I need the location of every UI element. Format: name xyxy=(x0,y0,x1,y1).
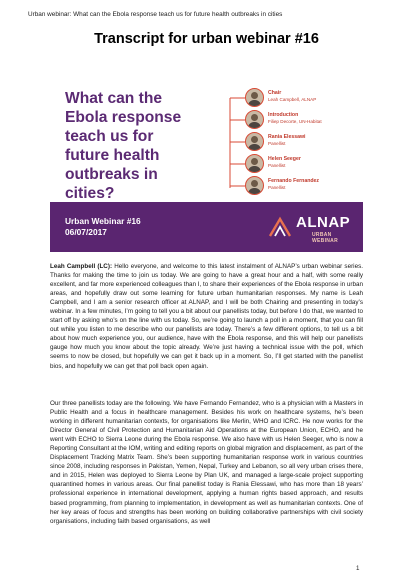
speaker-avatar xyxy=(245,132,264,151)
running-head: Urban webinar: What can the Ebola response teach us for future health outbreaks in cities xyxy=(28,11,283,18)
alnap-logo xyxy=(266,212,356,246)
transcript-paragraph xyxy=(50,399,363,526)
paragraph-text: Hello everyone, and welcome to this latest instalment of ALNAP’s urban webinar series. Thanks for making the time to join us today. We are going to have a great hour and a half, with some really excellent, and far more experienced colleagues than I, to share their experiences of the Ebola response in urban areas, and hopefully draw out some learning for future urban humanitarian responses. My name is Leah Campbell, and I am a senior research officer at ALNAP, and I will be both Chairing and presenting in today’s webinar. In a few minutes, I’m going to tell you a bit about our panellists today, but before I do that, we wanted to start off by asking who’s on the line with us today. So, we’re going to launch a poll in a moment, that you can fill out while you listen to me describe who our panellists are today. There’s a few different options, to tell us a bit about how much experience you, our audience, have with the Ebola response, and this will help our panellists gauge how much you know about the topic already. We’re just having a technical issue with the poll, which seems to now be closed, but hopefully we can get it back up in a moment. So, I’ll get started with the panellist bios, and hopefully we can get that poll back open again. xyxy=(50,263,363,370)
banner-question-line: teach us for xyxy=(65,128,154,145)
webinar-number: Urban Webinar #16 xyxy=(65,216,141,226)
speaker-panellist-fernandez xyxy=(245,176,355,198)
speaker-name: Filiep Decorte, UN-Habitat xyxy=(268,119,322,124)
banner-meta xyxy=(65,216,141,238)
banner-question-line: future health xyxy=(65,147,160,164)
speaker-role: Introduction xyxy=(268,112,299,118)
speaker-name: Panellist xyxy=(268,141,286,146)
speaker-name: Leah Campbell, ALNAP xyxy=(268,97,317,102)
speaker-avatar xyxy=(245,88,264,107)
paragraph-text: Our three panellists today are the following. We have Fernando Fernandez, who is a physician with a Masters in Public Health and a focus in healthcare management. Besides his work on healthcare systems, he’s been working in different humanitarian contexts, for organisations like Merlin, WHO and ICRC. He now works for the Director General of Civil Protection and Humanitarian Aid Operations at the European Union, ECHO, and he went with ECHO to Sierra Leone during the Ebola response. We also have with us Helen Seeger, who is now a Reporting Consultant at the IOM, writing and editing reports on global migration and displacement, as part of the Displacement Tracking Matrix Team. She’s been supporting humanitarian response work in various countries since 2008, including responses in Pakistan, Yemen, Nepal, Turkey and Lebanon, so all very urban crises there, and in 2015, Helen was deployed to Sierra Leone by Plan UK, and managed a large-scale project supporting quarantined homes in various areas. Our final panellist today is Rania Elessawi, who has more than 18 years’ professional experience in international development, applying a human rights based approach, and results based programming, from planning to implementation, in development as well as humanitarian contexts. One of her key areas of focus and strengths has been working on building collaborative partnerships with civil society organisations, including faith based organisations, as well xyxy=(50,400,363,525)
speaker-role: Rania Elessawi xyxy=(268,134,306,140)
speaker-role: Helen Seeger xyxy=(268,156,301,162)
speaker-name: Panellist xyxy=(268,185,286,190)
page-title: Transcript for urban webinar #16 xyxy=(94,31,319,47)
speaker-role: Chair xyxy=(268,90,282,96)
speaker-label: Leah Campbell (LC): xyxy=(50,263,113,270)
speaker-avatar xyxy=(245,154,264,173)
logo-word: ALNAP xyxy=(296,214,351,231)
banner-question xyxy=(65,89,240,203)
banner-question-line: cities? xyxy=(65,185,115,202)
banner-question-line: What can the xyxy=(65,90,163,107)
alnap-logo-icon xyxy=(268,216,292,238)
speaker-avatar xyxy=(245,176,264,195)
speaker-role: Fernando Fernandez xyxy=(268,178,320,184)
speaker-introduction xyxy=(245,110,355,132)
webinar-date: 06/07/2017 xyxy=(65,227,107,237)
banner-question-line: outbreaks in xyxy=(65,166,158,183)
speaker-name: Panellist xyxy=(268,163,286,168)
speaker-chair xyxy=(245,88,355,110)
page-number: 1 xyxy=(356,565,360,572)
speaker-panellist-seeger xyxy=(245,154,355,176)
webinar-banner xyxy=(50,74,363,252)
banner-footer xyxy=(50,202,363,252)
speaker-panellist-elessawi xyxy=(245,132,355,154)
transcript-paragraph xyxy=(50,262,363,371)
logo-sub: URBAN WEBINAR xyxy=(312,232,338,244)
banner-question-line: Ebola response xyxy=(65,109,182,126)
speaker-avatar xyxy=(245,110,264,129)
